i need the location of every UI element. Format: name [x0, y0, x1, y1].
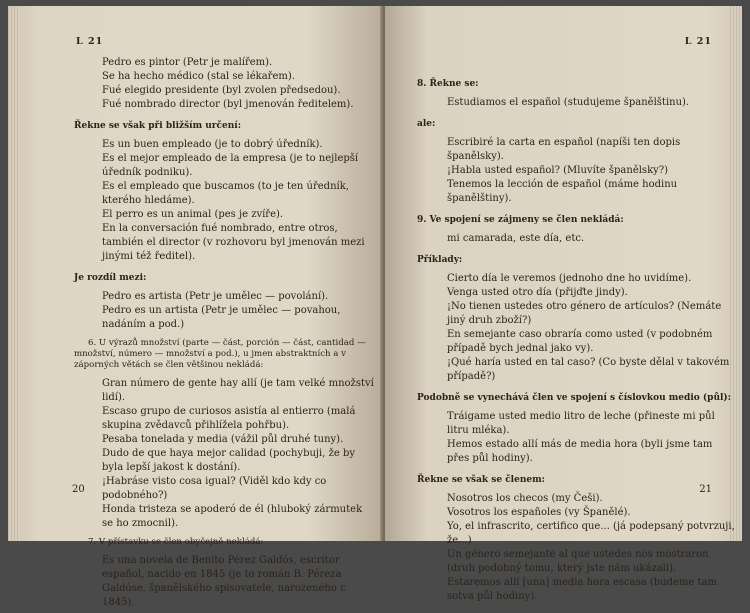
example-block-1	[74, 56, 374, 112]
example-block-10	[417, 410, 735, 466]
page-number: 20	[72, 484, 85, 495]
section-heading: Řekne se však při bližším určení:	[74, 121, 242, 131]
example-block-7	[74, 554, 374, 610]
section-heading: 9. Ve spojení se zájmeny se člen nekládá:	[417, 215, 624, 225]
example-line: Estudiamos el español (studujeme španělštinu).	[447, 97, 690, 108]
rule-paragraph-7: 7. V přístavku se člen obyčejně nekládá:	[88, 537, 264, 547]
example-block-priklady	[417, 272, 735, 384]
example-line: mi camarada, este día, etc.	[447, 233, 585, 244]
example-line: ¡Qué haría usted en tal caso? (Co byste dělal v takovém případě?)	[447, 357, 730, 382]
example-line: Fué elegido presidente (byl zvolen předsedou).	[102, 85, 341, 96]
example-line: Es el mejor empleado de la empresa (je to nejlepší úředník podniku).	[102, 153, 359, 178]
example-block-9	[417, 232, 735, 246]
section-heading: Podobně se vynechává člen ve spojení s číslovkou medio (půl):	[417, 393, 731, 403]
section-heading: Řekne se však se členem:	[417, 475, 545, 485]
example-line: En la conversación fué nombrado, entre otros, también el director (v rozhovoru byl jmenován mezi jinými též ředitel).	[102, 223, 365, 262]
example-line: Dudo de que haya mejor calidad (pochybuji, že by byla lepší jakost k dostání).	[102, 448, 355, 473]
example-line: Es el empleado que buscamos (to je ten úředník, kterého hledáme).	[102, 181, 349, 206]
example-block-ale	[417, 136, 735, 206]
example-line: Honda tristeza se apoderó de él (hluboký zármutek se ho zmocnil).	[102, 504, 363, 529]
right-page	[385, 6, 742, 602]
example-line: Escribiré la carta en español (napíši ten dopis španělsky).	[447, 137, 681, 162]
example-line: Pedro es pintor (Petr je malířem).	[102, 57, 273, 68]
example-line: Venga usted otro día (přijďte jindy).	[447, 287, 628, 298]
example-line: Nosotros los checos (my Češi).	[447, 493, 603, 504]
left-page-body	[74, 56, 374, 613]
left-page	[8, 6, 383, 608]
example-line: Estaremos allí [una] media hora escasa (budeme tam sotva půl hodiny).	[447, 577, 717, 602]
right-page-body	[417, 70, 735, 607]
example-line: Hemos estado allí más de media hora (byli jsme tam přes půl hodiny).	[447, 439, 713, 464]
example-block-2	[74, 138, 374, 264]
example-line: Gran número de gente hay allí (je tam velké množství lidí).	[102, 378, 374, 403]
example-line: Se ha hecho médico (stal se lékařem).	[102, 71, 295, 82]
example-line: Vosotros los españoles (vy Španělé).	[447, 507, 631, 518]
running-header: L 21	[684, 36, 712, 47]
example-line: Fué nombrado director (byl jmenován ředitelem).	[102, 99, 354, 110]
rule-paragraph-6: 6. U výrazů množství (parte — část, porción — část, cantidad — množství, número — množství a pod.), u jmen abstraktních a v záporných větách se člen většinou nekládá:	[74, 338, 366, 370]
example-block-8	[417, 96, 735, 110]
example-line: ¡Habla usted español? (Mluvíte španělsky?)	[447, 165, 669, 176]
example-line: Tenemos la lección de español (máme hodinu španělštiny).	[447, 179, 678, 204]
example-line: Pedro es un artista (Petr je umělec — povahou, nadáním a pod.)	[102, 305, 341, 330]
example-line: El perro es un animal (pes je zvíře).	[102, 209, 284, 220]
example-block-3	[74, 290, 374, 332]
example-line: ¡No tienen ustedes otro género de artículos? (Nemáte jiný druh zboží?)	[447, 301, 722, 326]
example-block-11	[417, 492, 735, 604]
example-line: Escaso grupo de curiosos asistía al entierro (malá skupina zvědavců přihlížela pohřbu).	[102, 406, 356, 431]
example-line: Yo, el infrascrito, certifico que... (já podepsaný potvrzuji, že...)	[447, 521, 735, 546]
example-line: En semejante caso obraría como usted (v podobném případě bych jednal jako vy).	[447, 329, 713, 354]
page-edge	[8, 6, 20, 541]
example-line: Tráigame usted medio litro de leche (přineste mi půl litru mléka).	[447, 411, 715, 436]
example-line: Cierto día le veremos (jednoho dne ho uvidíme).	[447, 273, 692, 284]
example-line: Un género semejante al que ustedes nos mostraron (druh podobný tomu, který jste nám ukázali).	[447, 549, 709, 574]
page-number: 21	[699, 484, 712, 495]
section-heading: Příklady:	[417, 255, 463, 265]
example-line: Pedro es artista (Petr je umělec — povolání).	[102, 291, 329, 302]
running-header: L 21	[76, 36, 104, 47]
example-line: Es un buen empleado (je to dobrý úředník).	[102, 139, 323, 150]
example-line: ¡Habráse visto cosa igual? (Viděl kdo kdy co podobného?)	[102, 476, 327, 501]
example-line: Es una novela de Benito Pérez Galdós, escritor español, nacido en 1845 (je to román B. Péreza Galdóse, španělského spisovatele, narozeného r. 1845).	[102, 555, 347, 608]
section-heading: ale:	[417, 119, 436, 129]
example-line: Pesaba tonelada y media (vážil půl druhé tuny).	[102, 434, 344, 445]
example-block-6	[74, 377, 374, 531]
section-heading: 8. Řekne se:	[417, 79, 479, 89]
section-heading: Je rozdíl mezi:	[74, 273, 147, 283]
